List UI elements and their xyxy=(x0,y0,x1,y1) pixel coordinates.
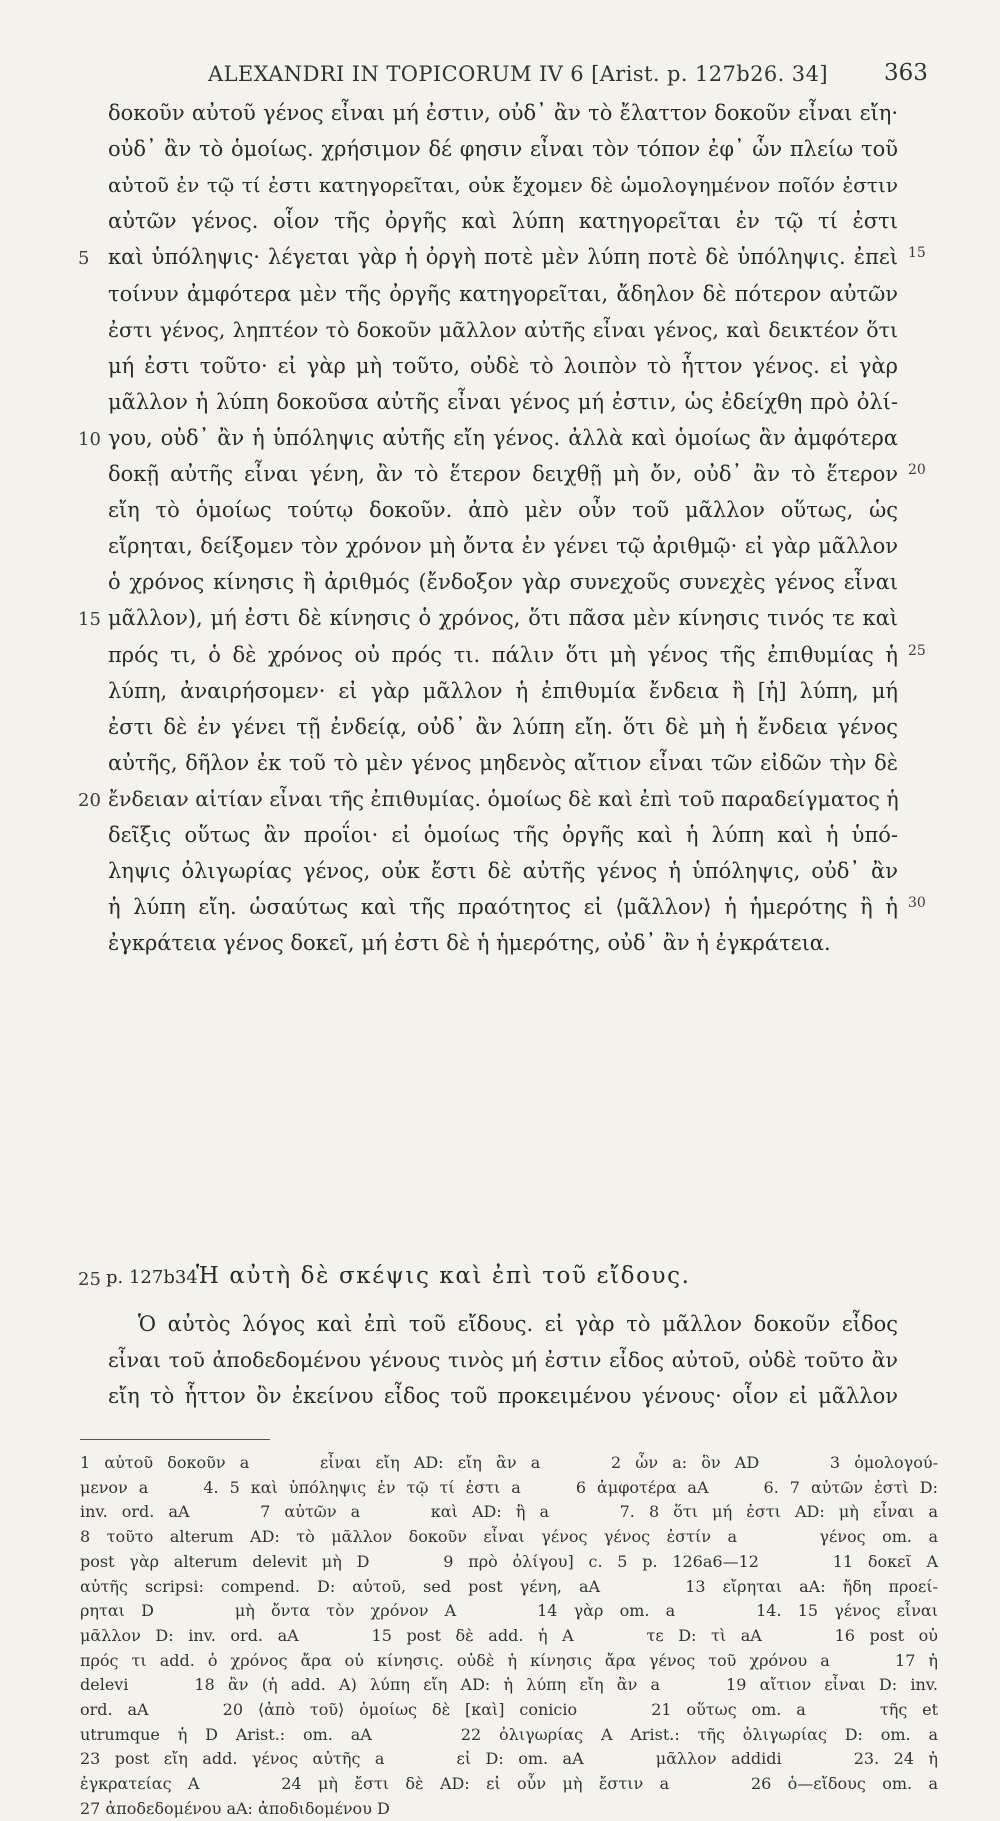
line-text: ἔνδειαν αἰτίαν εἶναι τῆς ἐπιθυμίας. ὁμοίως δὲ καὶ ἐπὶ τοῦ παραδείγματος ἡ xyxy=(108,787,899,811)
text-line xyxy=(0,534,1000,564)
text-line xyxy=(0,931,1000,961)
running-title: ALEXANDRI IN TOPICORUM IV 6 [Arist. p. 127b26. 34] xyxy=(208,62,828,86)
line-text: οὐδ᾽ ἂν τὸ ὁμοίως. χρήσιμον δέ φησιν εἶναι τὸν τόπον ἐφ᾽ ὧν πλείω τοῦ xyxy=(108,137,898,161)
lemma-heading xyxy=(0,1257,1000,1297)
apparatus-line xyxy=(0,1700,1000,1722)
lemma-text: Ἡ αὐτὴ δὲ σκέψις καὶ ἐπὶ τοῦ εἴδους. xyxy=(196,1263,691,1289)
apparatus-line xyxy=(0,1478,1000,1500)
apparatus-line xyxy=(0,1749,1000,1771)
text-line xyxy=(0,1384,1000,1414)
text-line xyxy=(0,787,1000,817)
line-text: ληψις ὀλιγωρίας γένος, οὐκ ἔστι δὲ αὐτῆς γένος ἡ ὑπόληψις, οὐδ᾽ ἂν xyxy=(108,859,898,883)
apparatus-line xyxy=(0,1725,1000,1747)
apparatus-line xyxy=(0,1527,1000,1549)
line-text: πρός τι, ὁ δὲ χρόνος οὐ πρός τι. πάλιν ὅτι μὴ γένος τῆς ἐπιθυμίας ἡ xyxy=(108,643,898,667)
margin-reference: 30 xyxy=(908,895,926,911)
apparatus-line xyxy=(0,1651,1000,1673)
apparatus-text: post γὰρ alterum delevit μὴ D 9 πρὸ ὀλίγου] c. 5 p. 126a6—12 11 δοκεῖ A xyxy=(80,1552,938,1571)
line-text: ἐστι γένος, ληπτέον τὸ δοκοῦν μᾶλλον αὐτῆς εἶναι γένος, καὶ δεικτέον ὅτι xyxy=(108,318,898,342)
text-line xyxy=(0,390,1000,420)
line-text: εἴρηται, δείξομεν τὸν χρόνον μὴ ὄντα ἐν γένει τῷ ἀριθμῷ· εἰ γὰρ μᾶλλον xyxy=(108,534,898,558)
line-text: Ὁ αὐτὸς λόγος καὶ ἐπὶ τοῦ εἴδους. εἰ γὰρ τὸ μᾶλλον δοκοῦν εἶδος xyxy=(138,1312,898,1336)
apparatus-text: μενον a 4. 5 καὶ ὑπόληψις ἐν τῷ τί ἐστι a 6 ἀμφοτέρα aA 6. 7 αὐτῶν ἐστὶ D: xyxy=(80,1478,938,1497)
apparatus-line xyxy=(0,1502,1000,1524)
text-line xyxy=(0,426,1000,456)
text-line xyxy=(0,606,1000,636)
line-text: γου, οὐδ᾽ ἂν ἡ ὑπόληψις αὐτῆς εἴη γένος. ἀλλὰ καὶ ὁμοίως ἂν ἀμφότερα xyxy=(108,426,898,450)
apparatus-text: αὐτῆς scripsi: compend. D: αὐτοῦ, sed post γένη, aA 13 εἴρηται aA: ἤδη προεί- xyxy=(80,1577,938,1596)
line-text: δοκοῦν αὐτοῦ γένος εἶναι μή ἐστιν, οὐδ᾽ ἂν τὸ ἔλαττον δοκοῦν εἶναι εἴη· xyxy=(108,101,898,125)
text-line xyxy=(0,859,1000,889)
apparatus-line xyxy=(0,1774,1000,1796)
text-line xyxy=(0,137,1000,167)
line-text: εἴη τὸ ἧττον ὂν ἐκείνου εἶδος τοῦ προκειμένου γένους· οἷον εἰ μᾶλλον xyxy=(108,1384,898,1408)
text-line xyxy=(0,1312,1000,1342)
apparatus-text: utrumque ἡ D Arist.: om. aA 22 ὀλιγωρίας A Arist.: τῆς ὀλιγωρίας D: om. a xyxy=(80,1725,938,1744)
text-line xyxy=(0,354,1000,384)
apparatus-text: πρός τι add. ὁ χρόνος ἄρα οὐ κίνησις. οὐδὲ ἡ κίνησις ἄρα γένος τοῦ χρόνου a 17 ἡ xyxy=(80,1651,938,1670)
apparatus-text: μᾶλλον D: inv. ord. aA 15 post δὲ add. ἡ A τε D: τὶ aA 16 post οὐ xyxy=(80,1626,938,1645)
line-text: λύπη, ἀναιρήσομεν· εἰ γὰρ μᾶλλον ἡ ἐπιθυμία ἔνδεια ἢ [ἡ] λύπη, μή xyxy=(108,679,898,703)
text-line xyxy=(0,101,1000,131)
line-number: 10 xyxy=(78,429,101,450)
apparatus-text: ἐγκρατείας A 24 μὴ ἔστι δὲ AD: εἰ οὖν μὴ ἔστιν a 26 ὁ—εἴδους om. a xyxy=(80,1774,938,1793)
apparatus-line xyxy=(0,1675,1000,1697)
page-number: 363 xyxy=(884,60,928,86)
text-line xyxy=(0,173,1000,203)
text-line xyxy=(0,643,1000,673)
line-text: αὐτῆς, δῆλον ἐκ τοῦ τὸ μὲν γένος μηδενὸς αἴτιον εἶναι τῶν εἰδῶν τὴν δὲ xyxy=(108,751,898,775)
text-line xyxy=(0,498,1000,528)
line-text: εἴη τὸ ὁμοίως τούτῳ δοκοῦν. ἀπὸ μὲν οὖν τοῦ μᾶλλον οὕτως, ὡς xyxy=(108,498,898,522)
apparatus-text: 8 τοῦτο alterum AD: τὸ μᾶλλον δοκοῦν εἶναι γένος γένος ἐστίν a γένος om. a xyxy=(80,1527,938,1546)
margin-reference: 25 xyxy=(908,643,926,659)
line-text: δεῖξις οὕτως ἂν προΐοι· εἰ ὁμοίως τῆς ὀργῆς καὶ ἡ λύπη καὶ ἡ ὑπό- xyxy=(108,823,898,847)
lemma-line-number: 25 xyxy=(78,1269,101,1290)
text-line xyxy=(0,209,1000,239)
text-line xyxy=(0,679,1000,709)
line-text: δοκῇ αὐτῆς εἶναι γένη, ἂν τὸ ἕτερον δειχθῇ μὴ ὄν, οὐδ᾽ ἂν τὸ ἕτερον xyxy=(108,462,898,486)
lemma-reference: p. 127b34 xyxy=(106,1267,198,1288)
apparatus-line xyxy=(0,1577,1000,1599)
line-number: 20 xyxy=(78,790,101,811)
line-number: 15 xyxy=(78,609,101,630)
apparatus-text: ρηται D μὴ ὄντα τὸν χρόνον A 14 γὰρ om. a 14. 15 γένος εἶναι xyxy=(80,1601,938,1620)
text-line xyxy=(0,570,1000,600)
line-text: μᾶλλον ἡ λύπη δοκοῦσα αὐτῆς εἶναι γένος μή ἐστιν, ὡς ἐδείχθη πρὸ ὀλί- xyxy=(108,390,898,414)
line-text: καὶ ὑπόληψις· λέγεται γὰρ ἡ ὀργὴ ποτὲ μὲν λύπη ποτὲ δὲ ὑπόληψις. ἐπεὶ xyxy=(108,245,898,269)
apparatus-text: 1 αὐτοῦ δοκοῦν a εἶναι εἴη AD: εἴη ἂν a 2 ὧν a: ὃν AD 3 ὁμολογού- xyxy=(80,1453,938,1472)
apparatus-text: delevi 18 ἂν (ἡ add. A) λύπη εἴη AD: ἡ λύπη εἴη ἂν a 19 αἴτιον εἶναι D: inv. xyxy=(80,1675,938,1694)
line-text: ἐγκράτεια γένος δοκεῖ, μή ἐστι δὲ ἡ ἡμερότης, οὐδ᾽ ἂν ἡ ἐγκράτεια. xyxy=(108,931,831,955)
line-text: ὁ χρόνος κίνησις ἢ ἀριθμός (ἔνδοξον γὰρ συνεχοῦς συνεχὲς γένος εἶναι xyxy=(108,570,898,594)
footnote-rule xyxy=(80,1439,270,1440)
text-line xyxy=(0,318,1000,348)
line-text: τοίνυν ἀμφότερα μὲν τῆς ὀργῆς κατηγορεῖται, ἄδηλον δὲ πότερον αὐτῶν xyxy=(108,282,898,306)
line-number: 5 xyxy=(78,248,90,269)
text-line xyxy=(0,462,1000,492)
text-line xyxy=(0,245,1000,275)
text-line xyxy=(0,751,1000,781)
text-line xyxy=(0,823,1000,853)
apparatus-line xyxy=(0,1799,1000,1821)
apparatus-text: inv. ord. aA 7 αὐτῶν a καὶ AD: ἢ a 7. 8 ὅτι μή ἐστι AD: μὴ εἶναι a xyxy=(80,1502,938,1521)
text-line xyxy=(0,895,1000,925)
margin-reference: 20 xyxy=(908,462,926,478)
line-text: αὐτῶν γένος. οἷον τῆς ὀργῆς καὶ λύπη κατηγορεῖται ἐν τῷ τί ἐστι xyxy=(108,209,898,233)
line-text: ἡ λύπη εἴη. ὡσαύτως καὶ τῆς πραότητος εἰ ⟨μᾶλλον⟩ ἡ ἡμερότης ἢ ἡ xyxy=(108,895,898,919)
apparatus-line xyxy=(0,1552,1000,1574)
line-text: αὐτοῦ ἐν τῷ τί ἐστι κατηγορεῖται, οὐκ ἔχομεν δὲ ὡμολογημένον ποῖόν ἐστιν xyxy=(108,173,898,197)
text-line xyxy=(0,282,1000,312)
apparatus-text: 23 post εἴη add. γένος αὐτῆς a εἰ D: om. aA μᾶλλον addidi 23. 24 ἡ xyxy=(80,1749,938,1768)
line-text: ἐστι δὲ ἐν γένει τῇ ἐνδείᾳ, οὐδ᾽ ἂν λύπη εἴη. ὅτι δὲ μὴ ἡ ἔνδεια γένος xyxy=(108,715,898,739)
text-line xyxy=(0,1348,1000,1378)
apparatus-line xyxy=(0,1626,1000,1648)
apparatus-text: 27 ἀποδεδομένου aA: ἀποδιδομένου D xyxy=(80,1799,390,1818)
apparatus-text: ord. aA 20 ⟨ἀπὸ τοῦ⟩ ὁμοίως δὲ [καὶ] conicio 21 οὕτως om. a τῆς et xyxy=(80,1700,938,1719)
line-text: μή ἐστι τοῦτο· εἰ γὰρ μὴ τοῦτο, οὐδὲ τὸ λοιπὸν τὸ ἧττον γένος. εἰ γὰρ xyxy=(108,354,898,378)
page-header xyxy=(0,58,1000,94)
apparatus-line xyxy=(0,1453,1000,1475)
line-text: μᾶλλον), μή ἐστι δὲ κίνησις ὁ χρόνος, ὅτι πᾶσα μὲν κίνησις τινός τε καὶ xyxy=(108,606,898,630)
apparatus-line xyxy=(0,1601,1000,1623)
text-line xyxy=(0,715,1000,745)
margin-reference: 15 xyxy=(908,245,926,261)
line-text: εἶναι τοῦ ἀποδεδομένου γένους τινὸς μή ἐστιν εἶδος αὐτοῦ, οὐδὲ τοῦτο ἂν xyxy=(108,1348,898,1372)
